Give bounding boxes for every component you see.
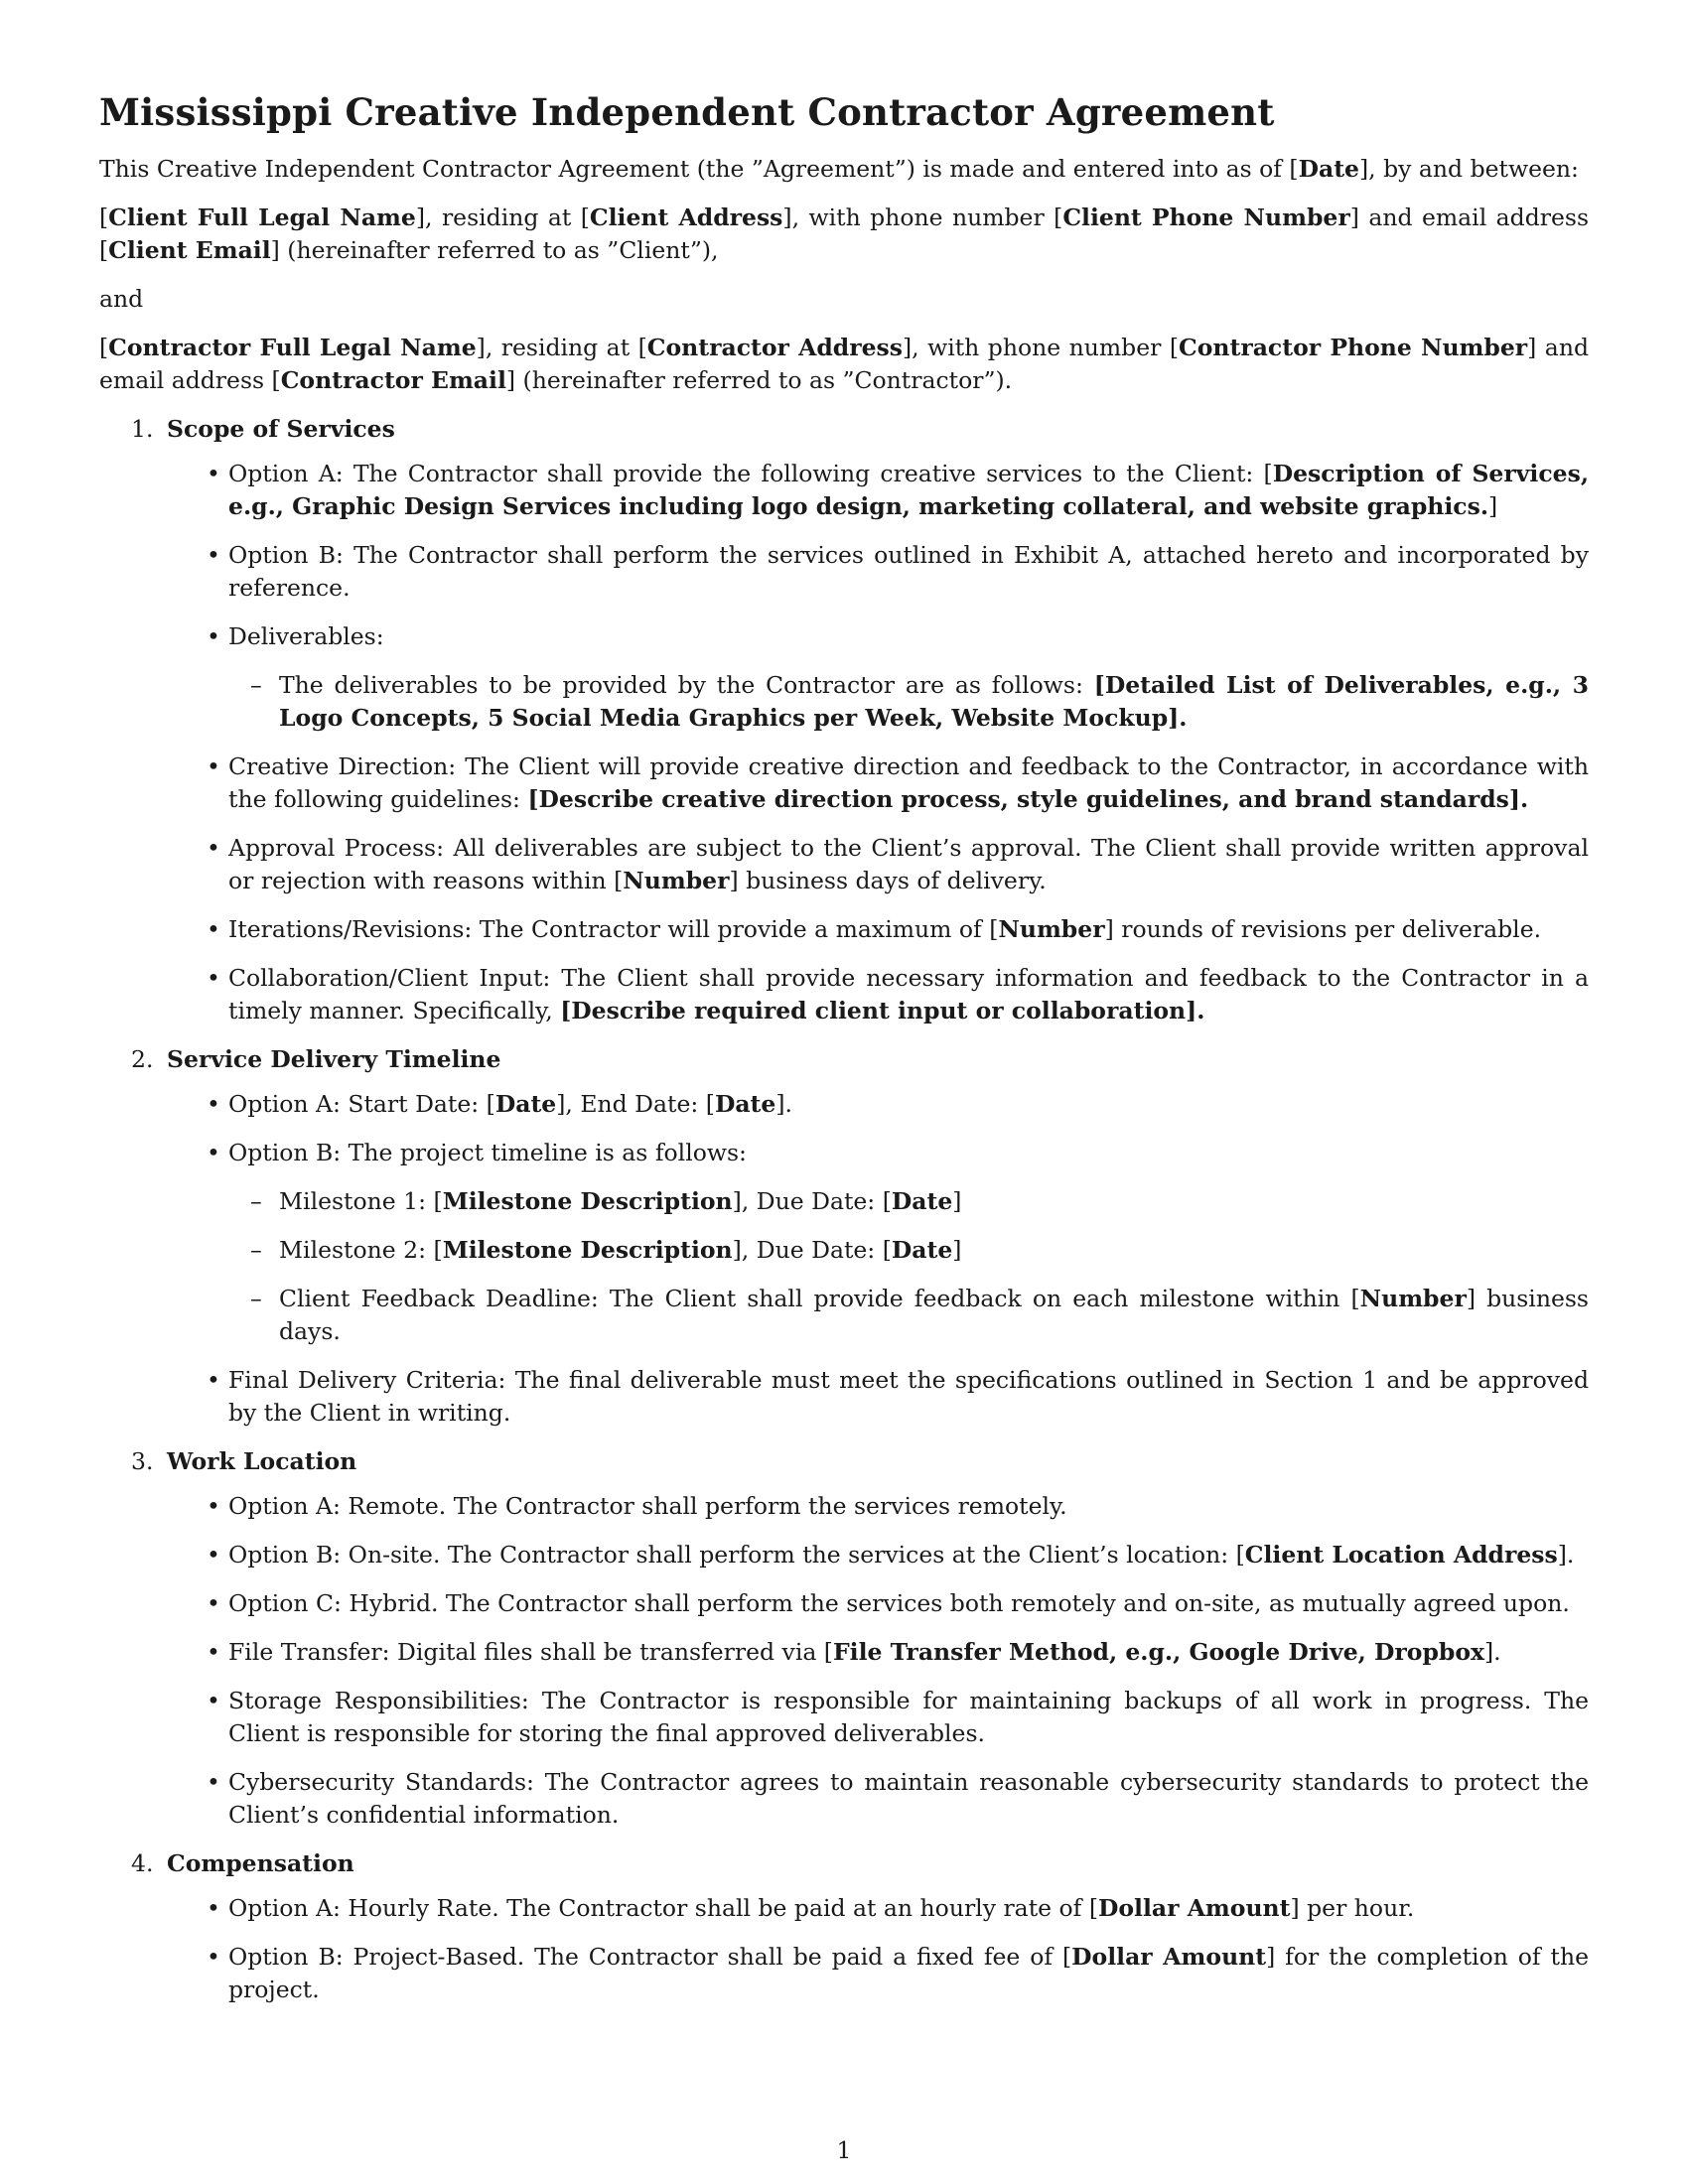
section-heading (131, 1847, 1589, 1880)
list-item: • Deliverables: – The deliverables to be provided by the Contractor are as follows: [Detailed List of Deliverables, e.g., 3 Logo Concepts, 5 Social Media Graphics per Week, Website Mockup]. (228, 620, 1589, 735)
sub-list (228, 1185, 1589, 1348)
section-title: Work Location (167, 1447, 357, 1475)
client-party-paragraph: [Client Full Legal Name], residing at [Client Address], with phone number [Client Phone Number] and email address [Client Email] (hereinafter referred to as ”Client”), (99, 204, 1590, 264)
sub-list-item: – Milestone 2: [Milestone Description], Due Date: [Date] (279, 1234, 1589, 1267)
list-item: • Approval Process: All deliverables are subject to the Client’s approval. The Client shall provide written approval or rejection with reasons within [Number] business days of delivery. (228, 832, 1589, 897)
section-number: 1. (131, 415, 154, 443)
bullet-list (99, 458, 1589, 1027)
document-title: Mississippi Creative Independent Contractor Agreement (99, 90, 1275, 134)
list-item: • Option A: Start Date: [Date], End Date: [Date]. (228, 1088, 1589, 1121)
section-scope-of-services (99, 413, 1589, 1027)
sub-list-item: – The deliverables to be provided by the Contractor are as follows: [Detailed List of Deliverables, e.g., 3 Logo Concepts, 5 Social Media Graphics per Week, Website Mockup]. (279, 669, 1589, 735)
bullet-list (99, 1490, 1589, 1832)
bullet-list (99, 1892, 1589, 2006)
list-item: • Storage Responsibilities: The Contractor is responsible for maintaining backups of all work in progress. The Client is responsible for storing the final approved deliverables. (228, 1685, 1589, 1750)
section-number: 3. (131, 1447, 154, 1475)
section-title: Service Delivery Timeline (167, 1045, 501, 1073)
list-item: • Option B: The Contractor shall perform the services outlined in Exhibit A, attached hereto and incorporated by reference. (228, 539, 1589, 605)
section-service-delivery-timeline (99, 1043, 1589, 1430)
section-heading (131, 1043, 1589, 1076)
section-compensation (99, 1847, 1589, 2006)
page-number: 1 (836, 2136, 852, 2164)
list-item: • Option C: Hybrid. The Contractor shall perform the services both remotely and on-site, as mutually agreed upon. (228, 1587, 1589, 1620)
list-item: • Option A: Hourly Rate. The Contractor shall be paid at an hourly rate of [Dollar Amount] per hour. (228, 1892, 1589, 1925)
section-title: Scope of Services (167, 415, 395, 443)
list-item: • Option B: Project-Based. The Contractor shall be paid a fixed fee of [Dollar Amount] for the completion of the project. (228, 1941, 1589, 2006)
list-item: • File Transfer: Digital files shall be transferred via [File Transfer Method, e.g., Google Drive, Dropbox]. (228, 1636, 1589, 1669)
sub-list-item: – Client Feedback Deadline: The Client shall provide feedback on each milestone within [Number] business days. (279, 1283, 1589, 1348)
section-heading (131, 1445, 1589, 1478)
section-number: 2. (131, 1045, 154, 1073)
sub-list-item: – Milestone 1: [Milestone Description], Due Date: [Date] (279, 1185, 1589, 1218)
list-item: • Option B: On-site. The Contractor shall perform the services at the Client’s location: [Client Location Address]. (228, 1539, 1589, 1571)
list-item: • Collaboration/Client Input: The Client shall provide necessary information and feedback to the Contractor in a timely manner. Specifically, [Describe required client input or collaboration]. (228, 962, 1589, 1027)
list-item: • Cybersecurity Standards: The Contractor agrees to maintain reasonable cybersecurity standards to protect the Client’s confidential information. (228, 1766, 1589, 1832)
section-work-location (99, 1445, 1589, 1832)
section-number: 4. (131, 1849, 154, 1877)
section-title: Compensation (167, 1849, 354, 1877)
list-item: • Option A: Remote. The Contractor shall perform the services remotely. (228, 1490, 1589, 1523)
list-item: • Final Delivery Criteria: The final deliverable must meet the specifications outlined in Section 1 and be approved by the Client in writing. (228, 1364, 1589, 1430)
list-item: • Option A: The Contractor shall provide the following creative services to the Client: [Description of Services, e.g., Graphic Design Services including logo design, marketing collateral, and website graphics.] (228, 458, 1589, 523)
sub-list (228, 669, 1589, 735)
sections-list (99, 413, 1589, 2006)
intro-paragraph: This Creative Independent Contractor Agreement (the ”Agreement”) is made and entered into as of [Date], by and between: (99, 155, 1579, 183)
document-page (99, 87, 1589, 2022)
list-item: • Iterations/Revisions: The Contractor will provide a maximum of [Number] rounds of revisions per deliverable. (228, 913, 1589, 946)
and-conjunction: and (99, 285, 144, 313)
list-item: • Option B: The project timeline is as follows: – Milestone 1: [Milestone Description], Due Date: [Date] – Milestone 2: [Milestone Description], Due Date: [Date] – Client Feedback Deadline: The Client shall provide feedback on each milestone within [Number] business days. (228, 1137, 1589, 1348)
contractor-party-paragraph: [Contractor Full Legal Name], residing at [Contractor Address], with phone number [Contractor Phone Number] and email address [Contractor Email] (hereinafter referred to as ”Contractor”). (99, 334, 1589, 394)
section-heading (131, 413, 1589, 446)
list-item: • Creative Direction: The Client will provide creative direction and feedback to the Contractor, in accordance with the following guidelines: [Describe creative direction process, style guidelines, and brand standards]. (228, 751, 1589, 816)
bullet-list (99, 1088, 1589, 1430)
